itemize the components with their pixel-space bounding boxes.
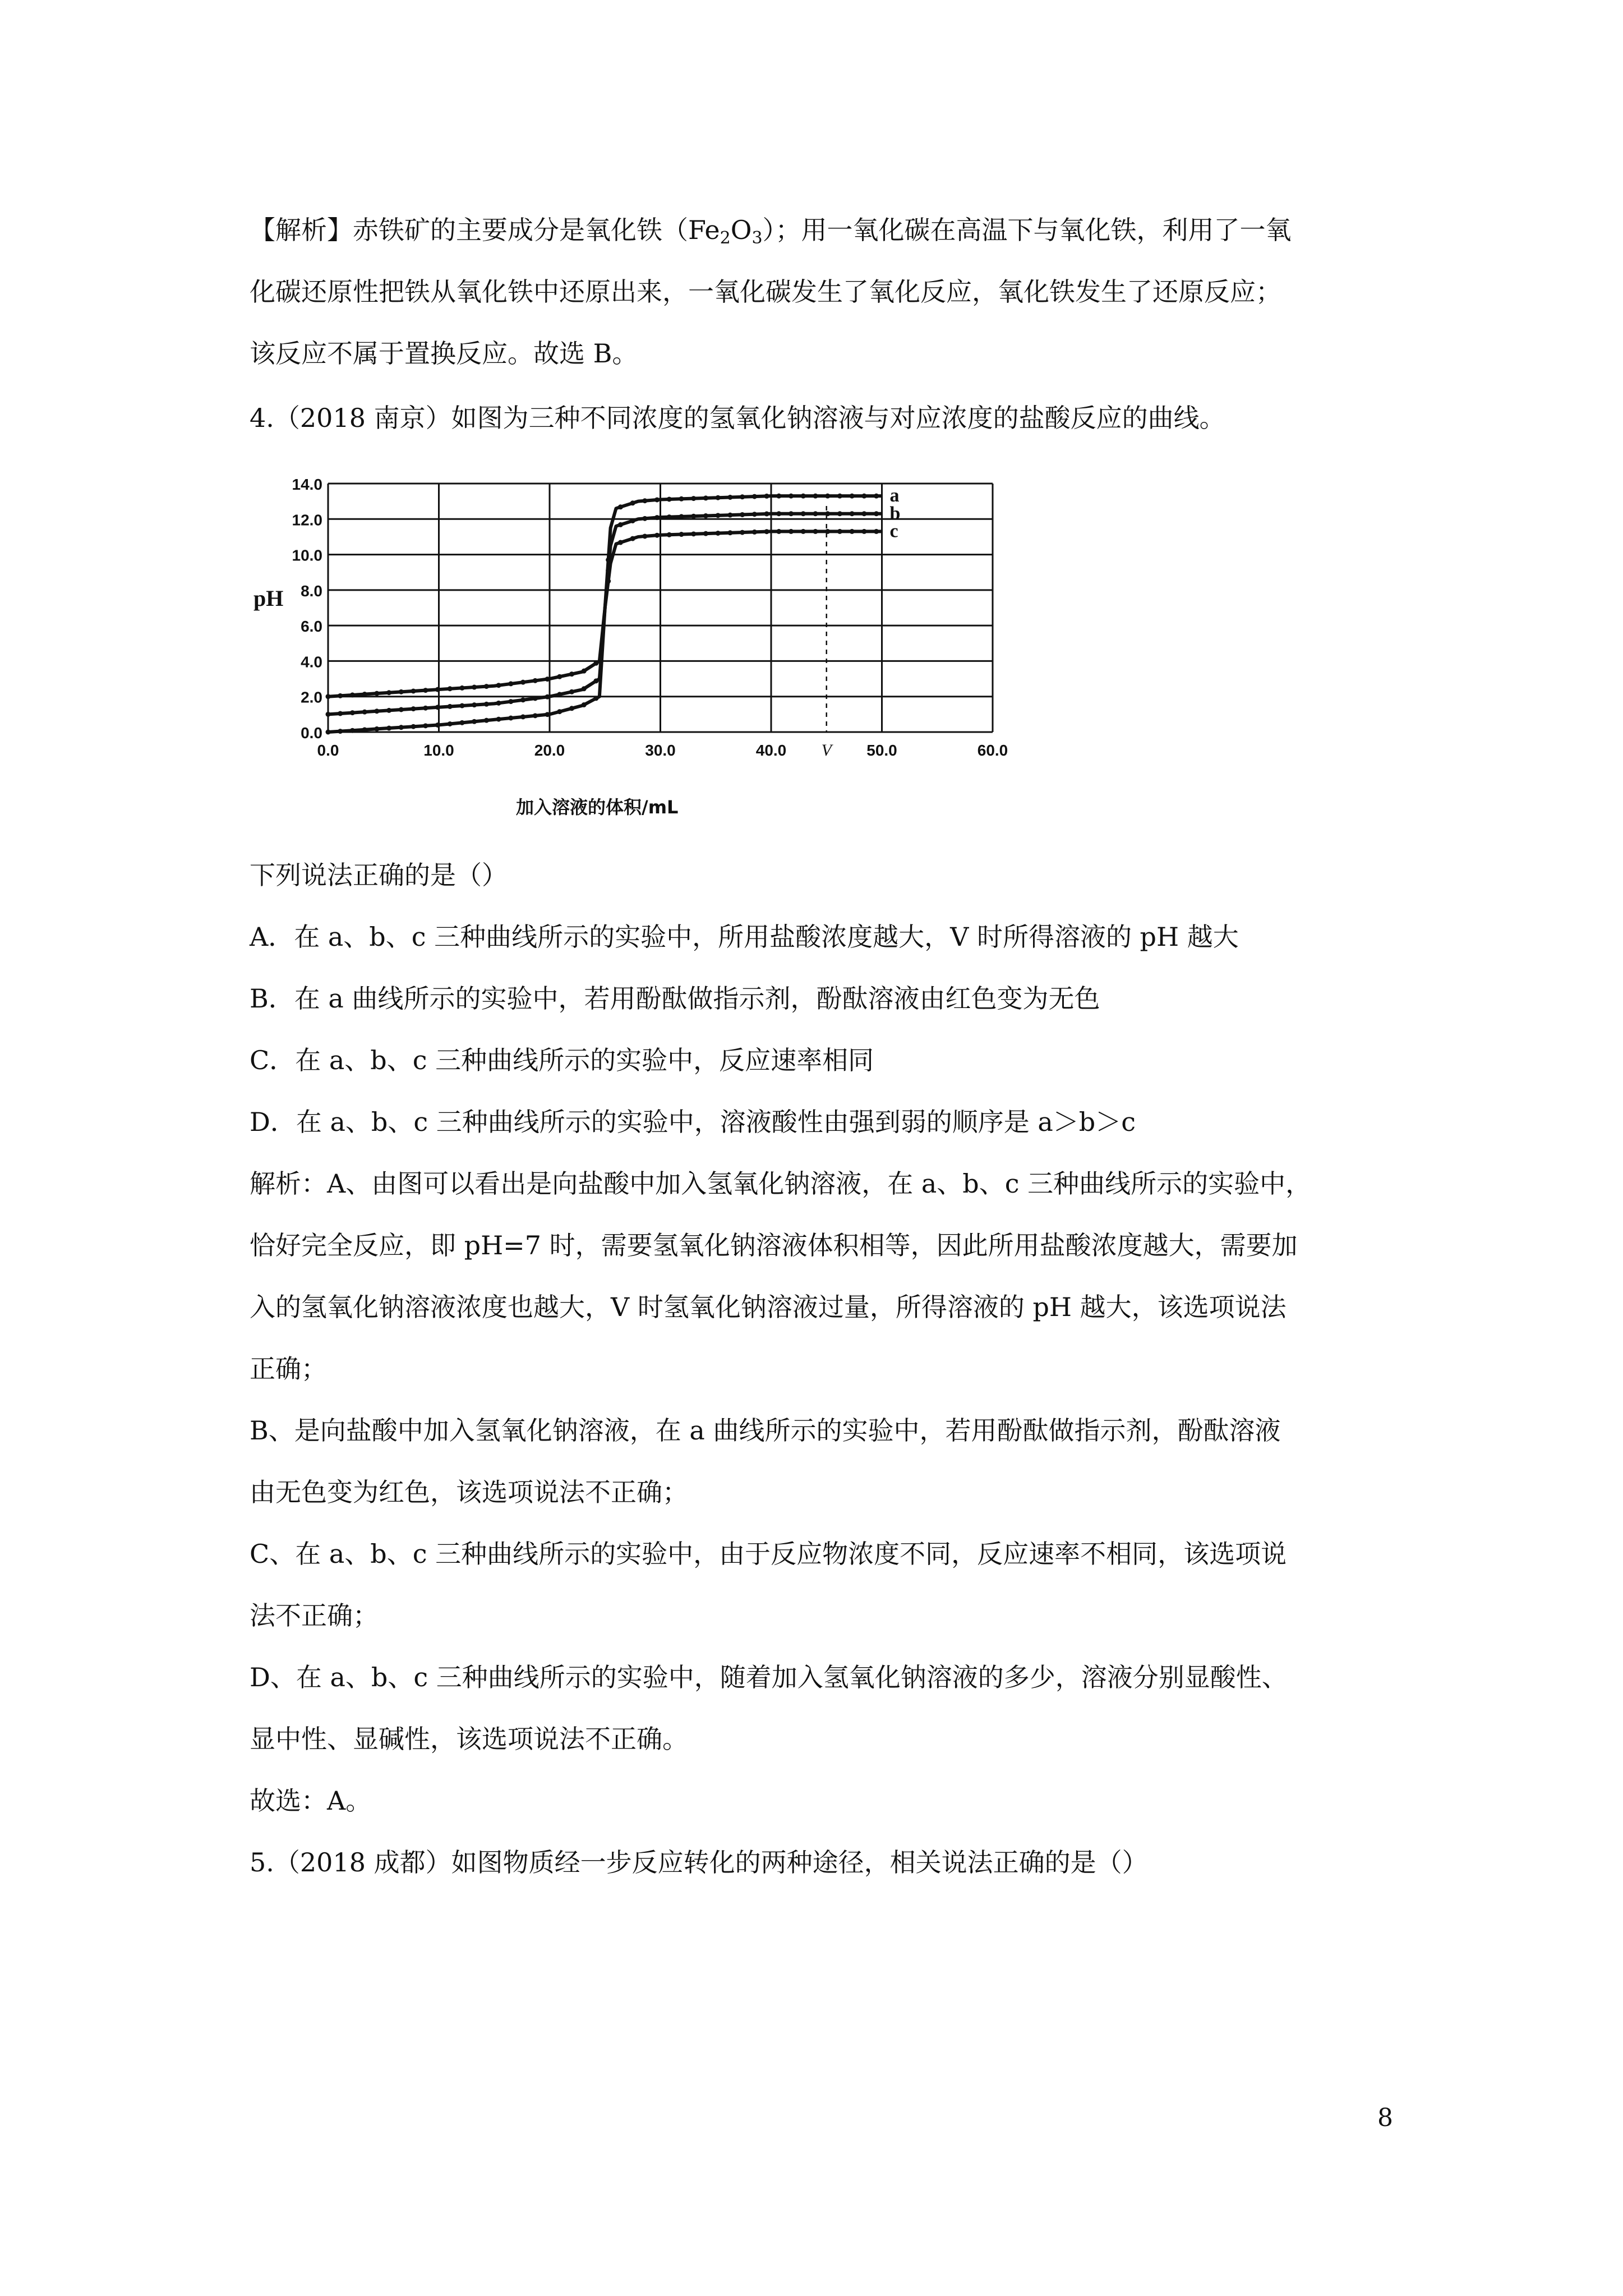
series-point-b [545, 694, 550, 700]
series-point-c [362, 727, 367, 732]
series-point-c [582, 702, 587, 707]
series-point-b [569, 689, 574, 694]
series-point-b [764, 512, 769, 517]
series-point-c [326, 730, 331, 735]
series-point-a [703, 495, 708, 500]
ph-titration-chart [247, 466, 1043, 825]
series-point-b [727, 513, 732, 518]
question-5-stem: 5.（2018 成都）如图物质经一步反应转化的两种途径，相关说法正确的是（） [250, 1847, 1148, 1878]
series-point-b [716, 513, 721, 518]
analysis-line-3: 该反应不属于置换反应。故选 B。 [250, 338, 638, 369]
analysis-line-2: 化碳还原性把铁从氧化铁中还原出来，一氧化碳发生了氧化反应，氧化铁发生了还原反应； [250, 277, 1281, 307]
series-point-b [484, 702, 489, 707]
series-point-b [630, 518, 635, 523]
series-point-b [362, 710, 367, 715]
analysis-4-line-10: 显中性、显碱性，该选项说法不正确。 [250, 1724, 688, 1754]
series-point-b [472, 702, 477, 707]
series-point-b [423, 706, 428, 711]
series-point-a [716, 495, 721, 500]
series-point-b [435, 705, 440, 710]
series-point-b [557, 692, 562, 697]
series-point-a [618, 504, 623, 509]
series-point-b [399, 707, 404, 712]
series-point-b [459, 703, 464, 708]
series-point-c [764, 529, 769, 534]
series-point-a [654, 497, 660, 502]
series-point-a [593, 661, 598, 666]
series-point-c [727, 530, 732, 535]
series-point-a [861, 494, 866, 499]
series-point-b [825, 511, 830, 516]
analysis-4-line-2: 恰好完全反应，即 pH=7 时，需要氢氧化钠溶液体积相等，因此所用盐酸浓度越大，需要加 [250, 1230, 1298, 1260]
series-point-a [399, 689, 404, 694]
series-point-c [825, 529, 830, 534]
series-point-b [350, 710, 355, 715]
series-point-b [789, 511, 794, 516]
series-point-c [789, 529, 794, 534]
x-tick-labels [317, 742, 1008, 759]
series-point-b [411, 706, 416, 711]
series-point-a [642, 498, 647, 503]
series-point-b [837, 511, 842, 516]
analysis-4-line-5: B、是向盐酸中加入氢氧化钠溶液，在 a 曲线所示的实验中，若用酚酞做指示剂，酚酞溶液 [250, 1415, 1281, 1446]
series-point-c [533, 713, 538, 718]
series-point-b [679, 514, 684, 519]
series-point-a [533, 678, 538, 683]
series-point-c [508, 716, 513, 721]
series-point-a [752, 494, 757, 499]
series-point-c [338, 729, 343, 734]
x-tick-label: 30.0 [645, 742, 676, 759]
series-point-b [850, 511, 855, 516]
y-tick-label: 6.0 [301, 618, 322, 636]
series-point-b [618, 522, 623, 527]
series-point-b [508, 699, 513, 704]
series-point-a [326, 694, 331, 699]
series-point-b [861, 511, 866, 516]
series-label-c: c [889, 521, 898, 542]
series-point-c [691, 531, 696, 536]
x-tick-label: 20.0 [534, 742, 565, 759]
series-point-a [764, 494, 769, 499]
question-4-prompt: 下列说法正确的是（） [250, 860, 508, 890]
series-point-a [630, 500, 635, 505]
series-point-c [545, 712, 550, 717]
series-point-b [752, 512, 757, 517]
series-point-b [691, 514, 696, 519]
x-axis-label: 加入溶液的体积/mL [516, 797, 679, 818]
series-point-a [545, 677, 550, 682]
series-point-a [448, 686, 453, 691]
series-point-c [557, 709, 562, 714]
series-point-c [484, 718, 489, 723]
series-point-a [789, 494, 794, 499]
series-point-c [386, 726, 391, 731]
series-point-a [837, 494, 842, 499]
series-point-a [727, 495, 732, 500]
series-point-b [801, 511, 806, 516]
series-point-c [411, 724, 416, 729]
series-point-c [630, 536, 635, 541]
y-tick-label: 14.0 [292, 476, 322, 493]
series-point-c [740, 530, 745, 535]
series-point-a [496, 683, 501, 688]
series-point-a [484, 684, 489, 689]
series-point-c [374, 726, 379, 731]
v-marker [822, 506, 834, 760]
series-point-a [411, 688, 416, 693]
series-point-c [801, 529, 806, 534]
series-point-a [582, 669, 587, 674]
y-tick-label: 4.0 [301, 653, 322, 671]
subscript-3: 3 [751, 228, 763, 248]
x-tick-label: 10.0 [423, 742, 454, 759]
series-point-b [386, 708, 391, 713]
series-point-b [740, 512, 745, 517]
series-point-a [667, 496, 672, 501]
series-point-c [459, 720, 464, 725]
y-tick-label: 0.0 [301, 724, 322, 742]
series-point-c [654, 533, 660, 538]
series-point-a [338, 693, 343, 698]
y-tick-label: 10.0 [292, 546, 322, 564]
y-axis-label: pH [253, 586, 284, 611]
series-point-c [813, 529, 818, 534]
x-tick-label: 50.0 [866, 742, 897, 759]
y-tick-label: 12.0 [292, 511, 322, 529]
y-tick-label: 8.0 [301, 582, 322, 600]
series-point-c [716, 531, 721, 536]
series-point-c [776, 529, 781, 534]
series-point-b [874, 511, 879, 516]
series-point-c [435, 723, 440, 728]
analysis-4-line-1: 解析：A、由图可以看出是向盐酸中加入氢氧化钠溶液，在 a、b、c 三种曲线所示的实验中， [250, 1168, 1312, 1199]
series-point-c [837, 529, 842, 534]
series-point-a [801, 494, 806, 499]
series-point-a [435, 687, 440, 692]
series-point-b [448, 704, 453, 709]
series-point-c [569, 706, 574, 711]
series-point-c [752, 530, 757, 535]
series-point-a [825, 494, 830, 499]
series-point-c [861, 529, 866, 534]
series-point-b [520, 697, 525, 702]
analysis-4-line-7: C、在 a、b、c 三种曲线所示的实验中，由于反应物浓度不同，反应速率不相同，该选项说 [250, 1539, 1287, 1569]
page-number: 8 [1377, 2104, 1393, 2132]
analysis-4-line-4: 正确； [250, 1354, 327, 1384]
option-b: B．在 a 曲线所示的实验中，若用酚酞做指示剂，酚酞溶液由红色变为无色 [250, 983, 1100, 1014]
series-point-c [703, 531, 708, 536]
series-point-c [423, 723, 428, 728]
series-label-a: a [889, 485, 900, 507]
option-d: D．在 a、b、c 三种曲线所示的实验中，溶液酸性由强到弱的顺序是 a＞b＞c [250, 1107, 1136, 1137]
analysis-text-a: 【解析】赤铁矿的主要成分是氧化铁（Fe [250, 215, 720, 245]
series-point-c [496, 717, 501, 722]
series-point-a [679, 496, 684, 501]
y-tick-labels [292, 476, 323, 742]
series-point-c [399, 725, 404, 730]
series-point-a [776, 494, 781, 499]
series-point-a [691, 496, 696, 501]
series-point-c [593, 696, 598, 701]
series-point-a [874, 494, 879, 499]
series-point-a [557, 674, 562, 679]
y-tick-label: 2.0 [301, 688, 322, 706]
series-point-a [569, 671, 574, 677]
analysis-4-line-8: 法不正确； [250, 1600, 379, 1631]
series-point-b [642, 516, 647, 521]
series-point-a [350, 692, 355, 697]
series-point-c [667, 532, 672, 537]
series-point-b [582, 686, 587, 691]
series-point-c [874, 529, 879, 534]
series-point-a [472, 685, 477, 690]
analysis-4-line-6: 由无色变为红色，该选项说法不正确； [250, 1477, 688, 1507]
series-point-c [642, 533, 647, 539]
series-point-c [606, 579, 611, 584]
analysis-4-line-3: 入的氢氧化钠溶液浓度也越大，V 时氢氧化钠溶液过量，所得溶液的 pH 越大，该选项说法 [250, 1292, 1287, 1322]
series-point-b [654, 515, 660, 520]
option-c: C．在 a、b、c 三种曲线所示的实验中，反应速率相同 [250, 1045, 874, 1075]
series-point-c [520, 714, 525, 719]
analysis-4-line-11: 故选：A。 [250, 1786, 372, 1816]
series-point-c [472, 719, 477, 724]
series-point-b [776, 511, 781, 516]
series-line-c [328, 531, 882, 732]
series-point-b [667, 514, 672, 519]
series-point-c [618, 540, 623, 545]
series-point-b [496, 701, 501, 706]
analysis-4-line-9: D、在 a、b、c 三种曲线所示的实验中，随着加入氢氧化钠溶液的多少，溶液分别显酸性、 [250, 1662, 1288, 1692]
series-point-b [326, 712, 331, 717]
analysis-text-o: O [730, 215, 752, 245]
series-point-a [813, 494, 818, 499]
series-point-b [813, 511, 818, 516]
question-4-stem: 4.（2018 南京）如图为三种不同浓度的氢氧化钠溶液与对应浓度的盐酸反应的曲线。 [250, 403, 1225, 433]
x-tick-label: 40.0 [755, 742, 787, 759]
subscript-2: 2 [720, 228, 731, 248]
series-point-a [459, 685, 464, 691]
series-point-b [374, 708, 379, 714]
series-point-b [593, 678, 598, 683]
series-point-c [448, 721, 453, 726]
series-point-a [520, 680, 525, 685]
series-point-b [703, 513, 708, 518]
v-marker-label: V [821, 741, 832, 760]
series-point-a [740, 494, 745, 499]
series-point-a [850, 494, 855, 499]
analysis-line-1 [250, 213, 1292, 255]
series-point-a [508, 681, 513, 686]
series-point-c [850, 529, 855, 534]
series-point-a [423, 688, 428, 693]
series-point-c [679, 532, 684, 537]
series-label-b: b [889, 503, 901, 524]
series-point-a [374, 691, 379, 696]
series-point-c [350, 728, 355, 733]
series-point-a [386, 690, 391, 695]
series-point-a [362, 692, 367, 697]
analysis-text-b: ）；用一氧化碳在高温下与氧化铁，利用了一氧 [762, 215, 1292, 245]
series-point-b [533, 696, 538, 701]
x-tick-label: 60.0 [977, 742, 1008, 759]
series-point-b [338, 711, 343, 716]
x-tick-label: 0.0 [317, 742, 339, 759]
option-a: A．在 a、b、c 三种曲线所示的实验中，所用盐酸浓度越大，V 时所得溶液的 pH 越大 [250, 922, 1239, 952]
